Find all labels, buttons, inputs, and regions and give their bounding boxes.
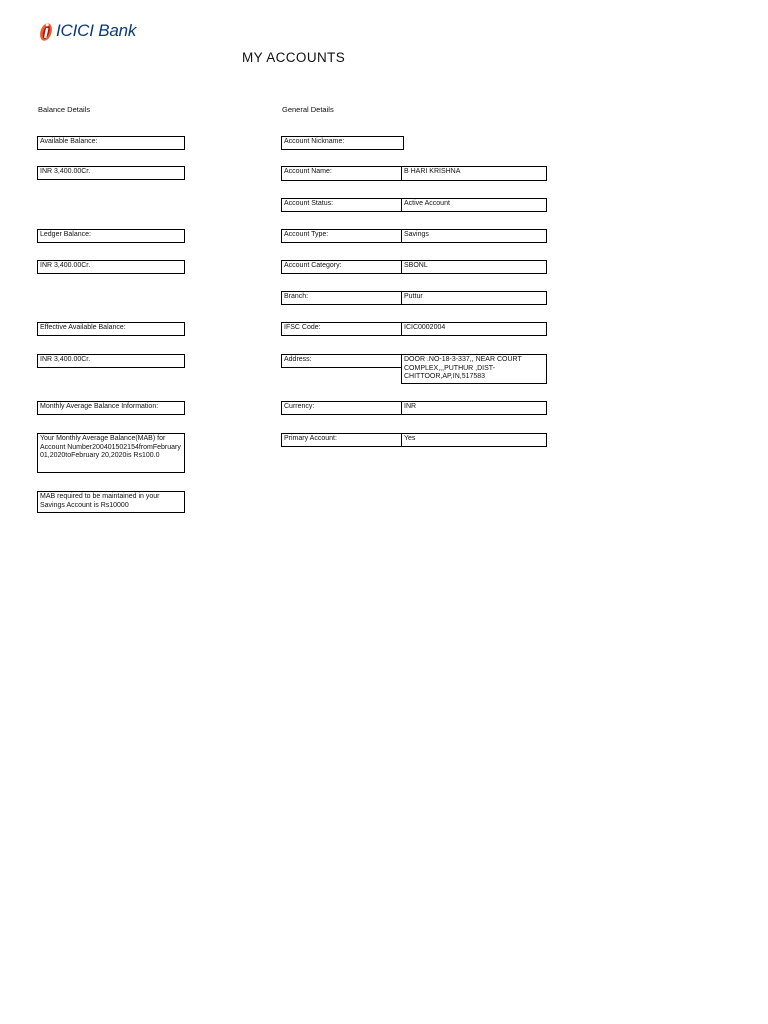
ifsc-code-value: ICIC0002004: [401, 322, 547, 336]
page-title: MY ACCOUNTS: [242, 50, 346, 65]
ifsc-code-label: IFSC Code:: [281, 322, 402, 336]
primary-account-value: Yes: [401, 433, 547, 447]
account-category-label: Account Category:: [281, 260, 402, 274]
mab-info-text: Your Monthly Average Balance(MAB) for Account Number200401502154fromFebruary 01,2020toFebruary 20,2020is Rs100.0: [37, 433, 185, 473]
available-balance-value: INR 3,400.00Cr.: [37, 166, 185, 180]
icici-logo: [38, 17, 136, 45]
balance-details-heading: Balance Details: [38, 105, 91, 114]
account-type-value: Savings: [401, 229, 547, 243]
mab-required-text: MAB required to be maintained in your Savings Account is Rs10000: [37, 491, 185, 513]
branch-value: Puttur: [401, 291, 547, 305]
branch-label: Branch:: [281, 291, 402, 305]
mab-info-label: Monthly Average Balance Information:: [37, 401, 185, 415]
address-label: Address:: [281, 354, 402, 368]
effective-balance-value: INR 3,400.00Cr.: [37, 354, 185, 368]
currency-label: Currency:: [281, 401, 402, 415]
account-category-value: SBONL: [401, 260, 547, 274]
icici-logo-icon: [38, 19, 54, 43]
account-status-value: Active Account: [401, 198, 547, 212]
primary-account-label: Primary Account:: [281, 433, 402, 447]
account-name-label: Account Name:: [281, 166, 402, 181]
available-balance-label: Available Balance:: [37, 136, 185, 150]
account-name-value: B HARI KRISHNA: [401, 166, 547, 181]
address-value: DOOR .NO-18-3-337,, NEAR COURT COMPLEX,,,PUTHUR ,DIST-CHITTOOR,AP,IN,517583: [401, 354, 547, 384]
brand-name: ICICI Bank: [56, 21, 137, 40]
account-type-label: Account Type:: [281, 229, 402, 243]
ledger-balance-label: Ledger Balance:: [37, 229, 185, 243]
effective-balance-label: Effective Available Balance:: [37, 322, 185, 336]
ledger-balance-value: INR 3,400.00Cr.: [37, 260, 185, 274]
account-nickname-label: Account Nickname:: [281, 136, 404, 150]
account-status-label: Account Status:: [281, 198, 402, 212]
general-details-heading: General Details: [282, 105, 334, 114]
currency-value: INR: [401, 401, 547, 415]
